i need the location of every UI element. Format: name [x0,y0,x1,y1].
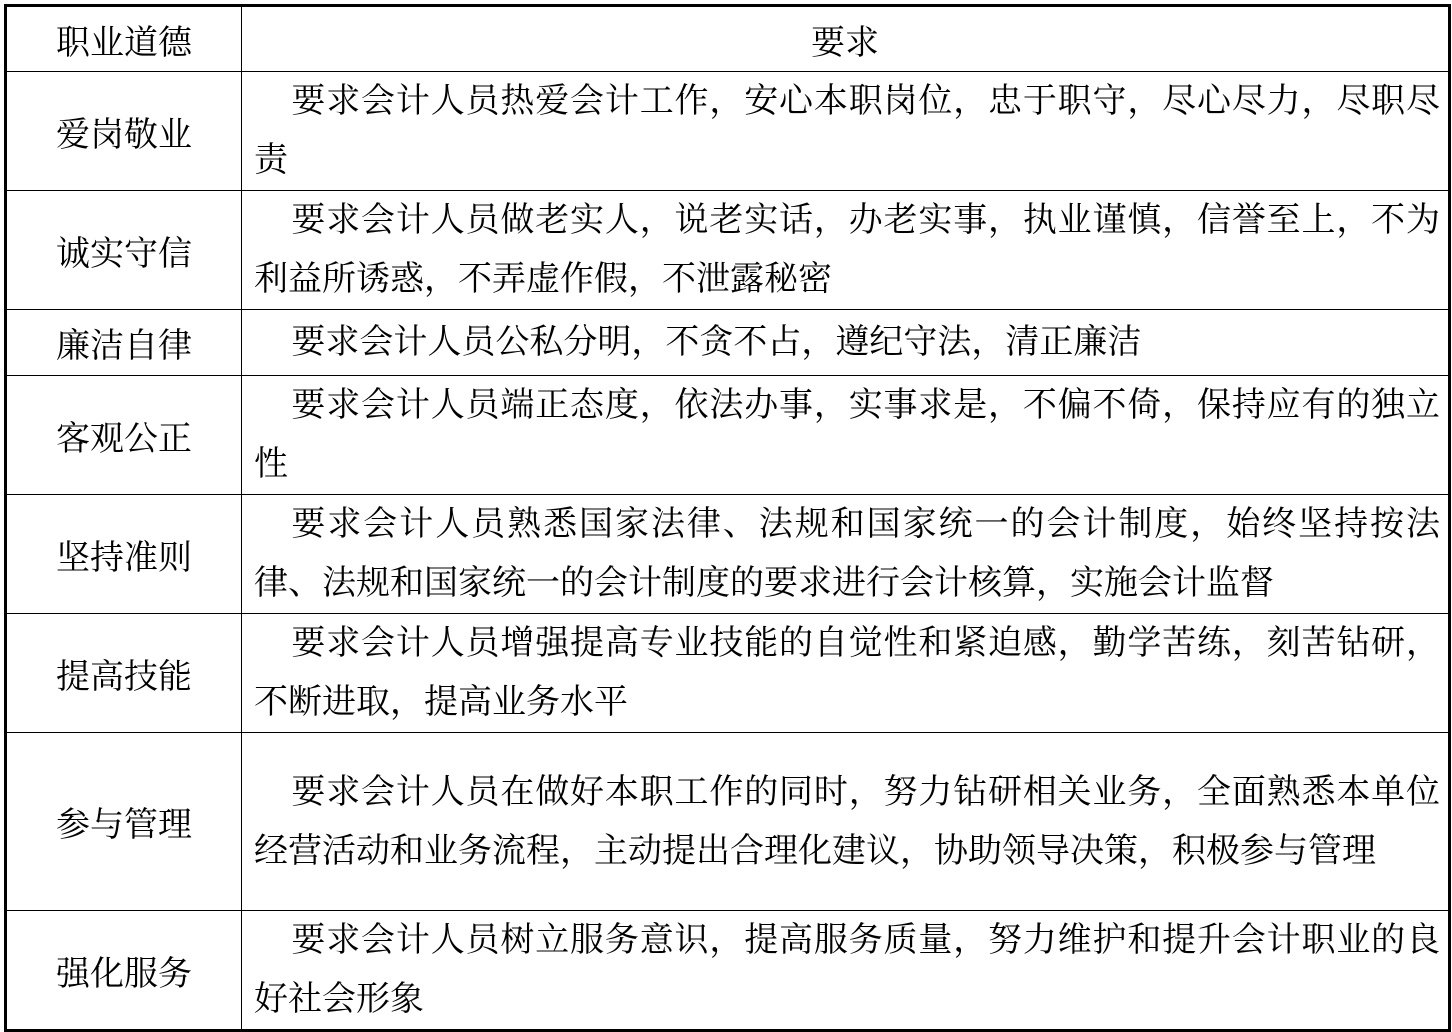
ethics-name: 廉洁自律 [6,310,242,376]
ethics-requirement [242,733,1450,911]
table-row [6,614,1450,733]
ethics-requirements-table [4,4,1451,1032]
table-row [6,733,1450,911]
ethics-name: 参与管理 [6,733,242,911]
header-ethics: 职业道德 [6,6,242,72]
ethics-name: 提高技能 [6,614,242,733]
table-row [6,376,1450,495]
ethics-requirement [242,614,1450,733]
requirement-text: 要求会计人员在做好本职工作的同时，努力钻研相关业务，全面熟悉本单位经营活动和业务流程，主动提出合理化建议，协助领导决策，积极参与管理 [254,771,1440,871]
ethics-requirement [242,495,1450,614]
table-header-row [6,6,1450,72]
requirement-text: 要求会计人员熟悉国家法律、法规和国家统一的会计制度，始终坚持按法律、法规和国家统一的会计制度的要求进行会计核算，实施会计监督 [254,504,1440,603]
table-row [6,911,1450,1031]
ethics-name: 坚持准则 [6,495,242,614]
requirement-text: 要求会计人员热爱会计工作，安心本职岗位，忠于职守，尽心尽力，尽职尽责 [254,81,1440,180]
requirement-text: 要求会计人员树立服务意识，提高服务质量，努力维护和提升会计职业的良好社会形象 [254,920,1440,1019]
ethics-name: 爱岗敬业 [6,72,242,191]
table-row [6,191,1450,310]
ethics-requirement [242,310,1450,376]
ethics-requirement [242,376,1450,495]
requirement-text: 要求会计人员公私分明，不贪不占，遵纪守法，清正廉洁 [291,322,1142,362]
ethics-requirement [242,911,1450,1031]
requirement-text: 要求会计人员增强提高专业技能的自觉性和紧迫感，勤学苦练，刻苦钻研，不断进取，提高业务水平 [254,623,1440,722]
table-row [6,495,1450,614]
header-requirement: 要求 [242,6,1450,72]
ethics-name: 客观公正 [6,376,242,495]
ethics-name: 强化服务 [6,911,242,1031]
table-row [6,310,1450,376]
ethics-requirement [242,191,1450,310]
ethics-requirement [242,72,1450,191]
ethics-name: 诚实守信 [6,191,242,310]
table-row [6,72,1450,191]
requirement-text: 要求会计人员做老实人，说老实话，办老实事，执业谨慎，信誉至上，不为利益所诱惑，不弄虚作假，不泄露秘密 [254,200,1440,299]
requirement-text: 要求会计人员端正态度，依法办事，实事求是，不偏不倚，保持应有的独立性 [254,385,1440,484]
